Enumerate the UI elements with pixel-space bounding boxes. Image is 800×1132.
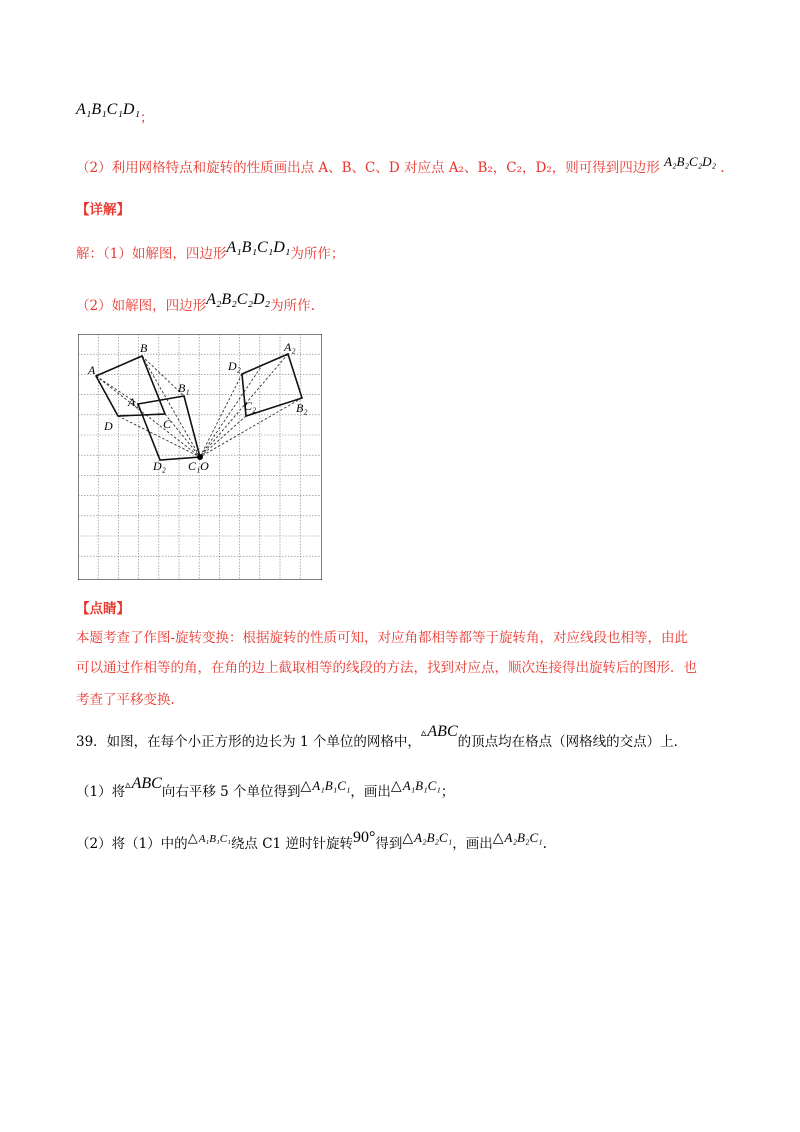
comment-line-2: 可以通过作相等的角，在角的边上截取相等的线段的方法，找到对应点，顺次连接得出旋转后的图形．也: [76, 660, 697, 676]
q39-p1-a: （1）将: [76, 784, 126, 800]
label-d2-lower: D₂: [153, 459, 166, 473]
q39-p1-c: ，画出: [350, 784, 391, 800]
rotation-figure: [78, 334, 322, 580]
triangle-a1b1c1: A₁B₁C₁: [312, 778, 351, 793]
comment-heading: 【点睛】: [76, 601, 130, 617]
triangle-a2b2c1: A₂B₂C₁: [414, 830, 453, 845]
detail-2: [76, 290, 315, 314]
q39-p2-a: （2）将（1）中的: [76, 836, 188, 852]
quad-a1b1c1d1: A₁B₁C₁D₁: [226, 239, 291, 256]
q39-p1-d: ；: [440, 784, 455, 800]
hint-2: [76, 154, 725, 178]
label-a1: A₁: [128, 395, 140, 409]
detail-1-post: 为所作；: [290, 246, 345, 262]
q39-p2-e: .: [542, 836, 547, 852]
q39-p1-b: 向右平移 5 个单位得到: [161, 784, 301, 800]
triangle-a1b1c1: A₁B₁C₁: [402, 778, 441, 793]
triangle-abc: ABC: [131, 775, 162, 792]
q39-p2-d: ，画出: [452, 836, 493, 852]
quad-a2b2c2d2: A₂B₂C₂D₂: [664, 154, 717, 169]
q39-part-2: （2）将（1）中的△A₁B₁C₁绕点 C1 逆时针旋转90°得到△A₂B₂C₁，画出△A₂B₂C₁.: [76, 829, 547, 852]
label-d: D: [104, 419, 113, 433]
triangle-a2b2c1: A₂B₂C₁: [504, 830, 543, 845]
part1-end: [76, 100, 154, 126]
comment-line-1: 本题考查了作图-旋转变换：根据旋转的性质可知，对应角都相等都等于旋转角，对应线段也相等，由此: [76, 630, 689, 646]
triangle-a1b1c1: A₁B₁C₁: [198, 833, 231, 845]
quad-a2b2c2d2: A₂B₂C₂D₂: [206, 291, 271, 308]
label-b1: B₁: [178, 381, 190, 395]
label-b2: B₂: [296, 401, 308, 415]
comment-line-3: 考查了平移变换.: [76, 692, 175, 708]
label-c1-o: C₁O: [188, 459, 209, 473]
punct: .: [720, 160, 725, 176]
hint-2-text: （2）利用网格特点和旋转的性质画出点 A、B、C、D 对应点 A₂、B₂，C₂，D₂，则可得到四边形: [76, 160, 660, 176]
label-a: A: [88, 363, 96, 377]
q39-part-1: （1）将▵ABC向右平移 5 个单位得到△A₁B₁C₁，画出△A₁B₁C₁；: [76, 775, 455, 800]
angle-90: 90°: [352, 829, 376, 846]
q39-p2-b: 绕点 C1 逆时针旋转: [230, 836, 353, 852]
q39-line-1: 39．如图，在每个小正方形的边长为 1 个单位的网格中，▵ABC的顶点均在格点（网格线的交点）上．: [76, 723, 688, 750]
quad-a1b1c1d1: A₁B₁C₁D₁: [76, 101, 141, 118]
punct: ；: [140, 110, 154, 126]
label-a2: A₂: [284, 340, 296, 354]
q39-p2-c: 得到: [375, 836, 403, 852]
q39-text-b: 的顶点均在格点（网格线的交点）上．: [457, 734, 688, 750]
label-c2: C₂: [244, 399, 257, 413]
triangle-abc: ABC: [427, 723, 458, 740]
detail-2-post: 为所作.: [270, 298, 315, 314]
label-b: B: [140, 341, 148, 355]
detail-heading: 【详解】: [76, 202, 130, 218]
label-d2: D₂: [228, 359, 241, 373]
detail-1-pre: 解：（1）如解图，四边形: [76, 246, 227, 262]
detail-2-pre: （2）如解图，四边形: [76, 298, 207, 314]
detail-1: [76, 238, 345, 262]
q39-text-a: 39．如图，在每个小正方形的边长为 1 个单位的网格中，: [76, 734, 421, 750]
label-c: C: [163, 417, 172, 431]
